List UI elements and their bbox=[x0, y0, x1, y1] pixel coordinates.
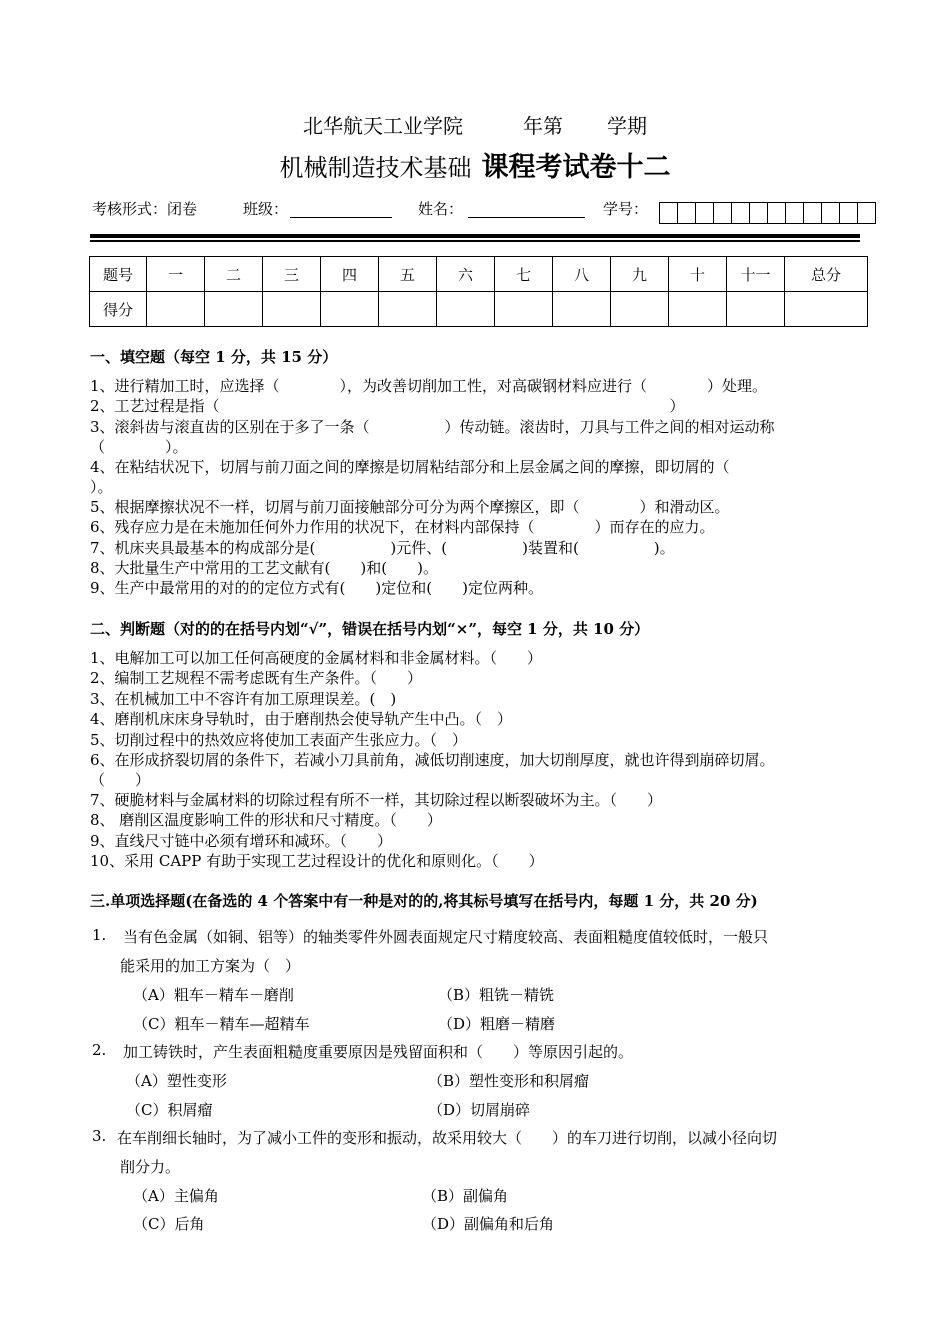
section-2-title: 二、判断题（对的的在括号内划“√”，错误在括号内划“×”，每空 1 分，共 10 分） bbox=[90, 620, 650, 638]
option-a: （A）主偏角 bbox=[133, 1187, 219, 1205]
exam-form: 考核形式：闭卷 bbox=[92, 200, 198, 218]
option-d: （D）副偏角和后角 bbox=[422, 1215, 555, 1233]
term-label: 学期 bbox=[607, 114, 647, 138]
question-line: 6、在形成挤裂切屑的条件下，若减小刀具前角，减低切削速度，加大切削厚度，就也许得到崩碎切屑。 bbox=[90, 751, 775, 769]
student-id-boxes[interactable] bbox=[660, 202, 876, 224]
question-line: 1、进行精加工时，应选择（ ），为改善切削加工性，对高碳钢材料应进行（ ）处理。 bbox=[90, 377, 768, 395]
question-line: 2、工艺过程是指（ ） bbox=[90, 397, 685, 415]
score-cell[interactable] bbox=[263, 292, 321, 327]
option-b: （B）副偏角 bbox=[422, 1187, 509, 1205]
name-label: 姓名： bbox=[418, 200, 464, 218]
header-divider-thick bbox=[90, 234, 860, 238]
option-b: （B）塑性变形和积屑瘤 bbox=[428, 1072, 590, 1090]
class-label: 班级： bbox=[243, 200, 289, 218]
score-cell[interactable] bbox=[147, 292, 205, 327]
score-cell[interactable] bbox=[495, 292, 553, 327]
question-text: 能采用的加工方案为（ ） bbox=[120, 957, 301, 975]
header-divider-thin bbox=[90, 240, 860, 242]
option-c: （C）积屑瘤 bbox=[126, 1101, 213, 1119]
option-c: （C）后角 bbox=[133, 1215, 205, 1233]
section-3-title: 三.单项选择题(在备选的 4 个答案中有一种是对的的,将其标号填写在括号内，每题 1 分，共 20 分) bbox=[90, 892, 758, 910]
id-label: 学号： bbox=[603, 200, 649, 218]
question-line: 5、根据摩擦状况不一样，切屑与前刀面接触部分可分为两个摩擦区，即（ ）和滑动区。 bbox=[90, 498, 730, 516]
table-cell: 十一 bbox=[727, 257, 785, 292]
year-label: 年第 bbox=[523, 114, 563, 138]
table-cell: 一 bbox=[147, 257, 205, 292]
table-cell: 九 bbox=[611, 257, 669, 292]
exam-title: 课程考试卷十二 bbox=[481, 152, 671, 183]
question-line: 7、硬脆材料与金属材料的切除过程有所不一样，其切除过程以断裂破坏为主。（ ） bbox=[90, 791, 663, 809]
question-number: 3. bbox=[92, 1127, 107, 1145]
question-line: （ ）。 bbox=[90, 438, 188, 456]
question-text: 在车削细长轴时，为了减小工件的变形和振动，故采用较大（ ）的车刀进行切削，以减小径向切 bbox=[117, 1129, 778, 1147]
table-cell: 五 bbox=[379, 257, 437, 292]
option-d: （D）切屑崩碎 bbox=[428, 1101, 531, 1119]
question-number: 1. bbox=[92, 926, 107, 944]
table-cell: 八 bbox=[553, 257, 611, 292]
option-d: （D）粗磨－精磨 bbox=[438, 1015, 556, 1033]
score-table bbox=[89, 256, 868, 327]
table-row bbox=[90, 257, 868, 292]
question-line: 1、电解加工可以加工任何高硬度的金属材料和非金属材料。（ ） bbox=[90, 649, 543, 667]
question-text: 削分力。 bbox=[120, 1158, 181, 1176]
exam-title-line bbox=[0, 145, 950, 184]
question-line: ）。 bbox=[90, 478, 113, 496]
question-line: 3、在机械加工中不容许有加工原理误差。( ) bbox=[90, 690, 397, 708]
score-cell[interactable] bbox=[669, 292, 727, 327]
option-c: （C）粗车－精车—超精车 bbox=[133, 1015, 310, 1033]
question-line: 4、在粘结状况下，切屑与前刀面之间的摩擦是切屑粘结部分和上层金属之间的摩擦，即切屑的（ bbox=[90, 458, 730, 476]
score-cell[interactable] bbox=[321, 292, 379, 327]
table-cell: 总分 bbox=[785, 257, 868, 292]
table-cell: 四 bbox=[321, 257, 379, 292]
question-line: 4、磨削机床床身导轨时，由于磨削热会使导轨产生中凸。（ ） bbox=[90, 710, 513, 728]
section-1-title: 一、填空题（每空 1 分，共 15 分） bbox=[90, 348, 338, 366]
question-line: （ ） bbox=[90, 771, 151, 789]
score-cell[interactable] bbox=[727, 292, 785, 327]
question-line: 6、残存应力是在未施加任何外力作用的状况下，在材料内部保持（ ）而存在的应力。 bbox=[90, 518, 715, 536]
score-cell[interactable] bbox=[379, 292, 437, 327]
class-field[interactable] bbox=[290, 199, 392, 218]
exam-header-line bbox=[0, 110, 950, 139]
question-line: 5、切削过程中的热效应将使加工表面产生张应力。（ ） bbox=[90, 731, 468, 749]
question-number: 2. bbox=[92, 1041, 107, 1059]
question-text: 加工铸铁时，产生表面粗糙度重要原因是残留面积和（ ）等原因引起的。 bbox=[123, 1043, 634, 1061]
score-cell[interactable] bbox=[785, 292, 868, 327]
question-line: 2、编制工艺规程不需考虑既有生产条件。（ ） bbox=[90, 669, 423, 687]
question-line: 3、滚斜齿与滚直齿的区别在于多了一条（ ）传动链。滚齿时，刀具与工件之间的相对运动称 bbox=[90, 418, 775, 436]
table-row bbox=[90, 292, 868, 327]
option-a: （A）粗车－精车－磨削 bbox=[133, 986, 294, 1004]
school-name: 北华航天工业学院 bbox=[303, 114, 463, 138]
table-cell: 十 bbox=[669, 257, 727, 292]
question-text: 当有色金属（如铜、铝等）的轴类零件外圆表面规定尺寸精度较高、表面粗糙度值较低时，一般只 bbox=[123, 928, 769, 946]
score-cell[interactable] bbox=[205, 292, 263, 327]
question-line: 10、采用 CAPP 有助于实现工艺过程设计的优化和原则化。（ ） bbox=[90, 852, 544, 870]
question-line: 7、机床夹具最基本的构成部分是( )元件、( )装置和( )。 bbox=[90, 539, 675, 557]
table-cell: 七 bbox=[495, 257, 553, 292]
question-line: 8、 磨削区温度影响工件的形状和尺寸精度。（ ） bbox=[90, 811, 442, 829]
score-cell[interactable] bbox=[611, 292, 669, 327]
question-line: 8、大批量生产中常用的工艺文献有( )和( )。 bbox=[90, 559, 438, 577]
course-name: 机械制造技术基础 bbox=[279, 154, 472, 182]
option-b: （B）粗铣－精铣 bbox=[438, 986, 555, 1004]
table-cell: 得分 bbox=[90, 292, 147, 327]
table-cell: 三 bbox=[263, 257, 321, 292]
table-cell: 题号 bbox=[90, 257, 147, 292]
table-cell: 六 bbox=[437, 257, 495, 292]
score-cell[interactable] bbox=[437, 292, 495, 327]
table-cell: 二 bbox=[205, 257, 263, 292]
question-line: 9、生产中最常用的对的的定位方式有( )定位和( )定位两种。 bbox=[90, 579, 543, 597]
score-cell[interactable] bbox=[553, 292, 611, 327]
question-line: 9、直线尺寸链中必须有增环和减环。（ ） bbox=[90, 832, 393, 850]
option-a: （A）塑性变形 bbox=[126, 1072, 227, 1090]
name-field[interactable] bbox=[468, 199, 585, 218]
